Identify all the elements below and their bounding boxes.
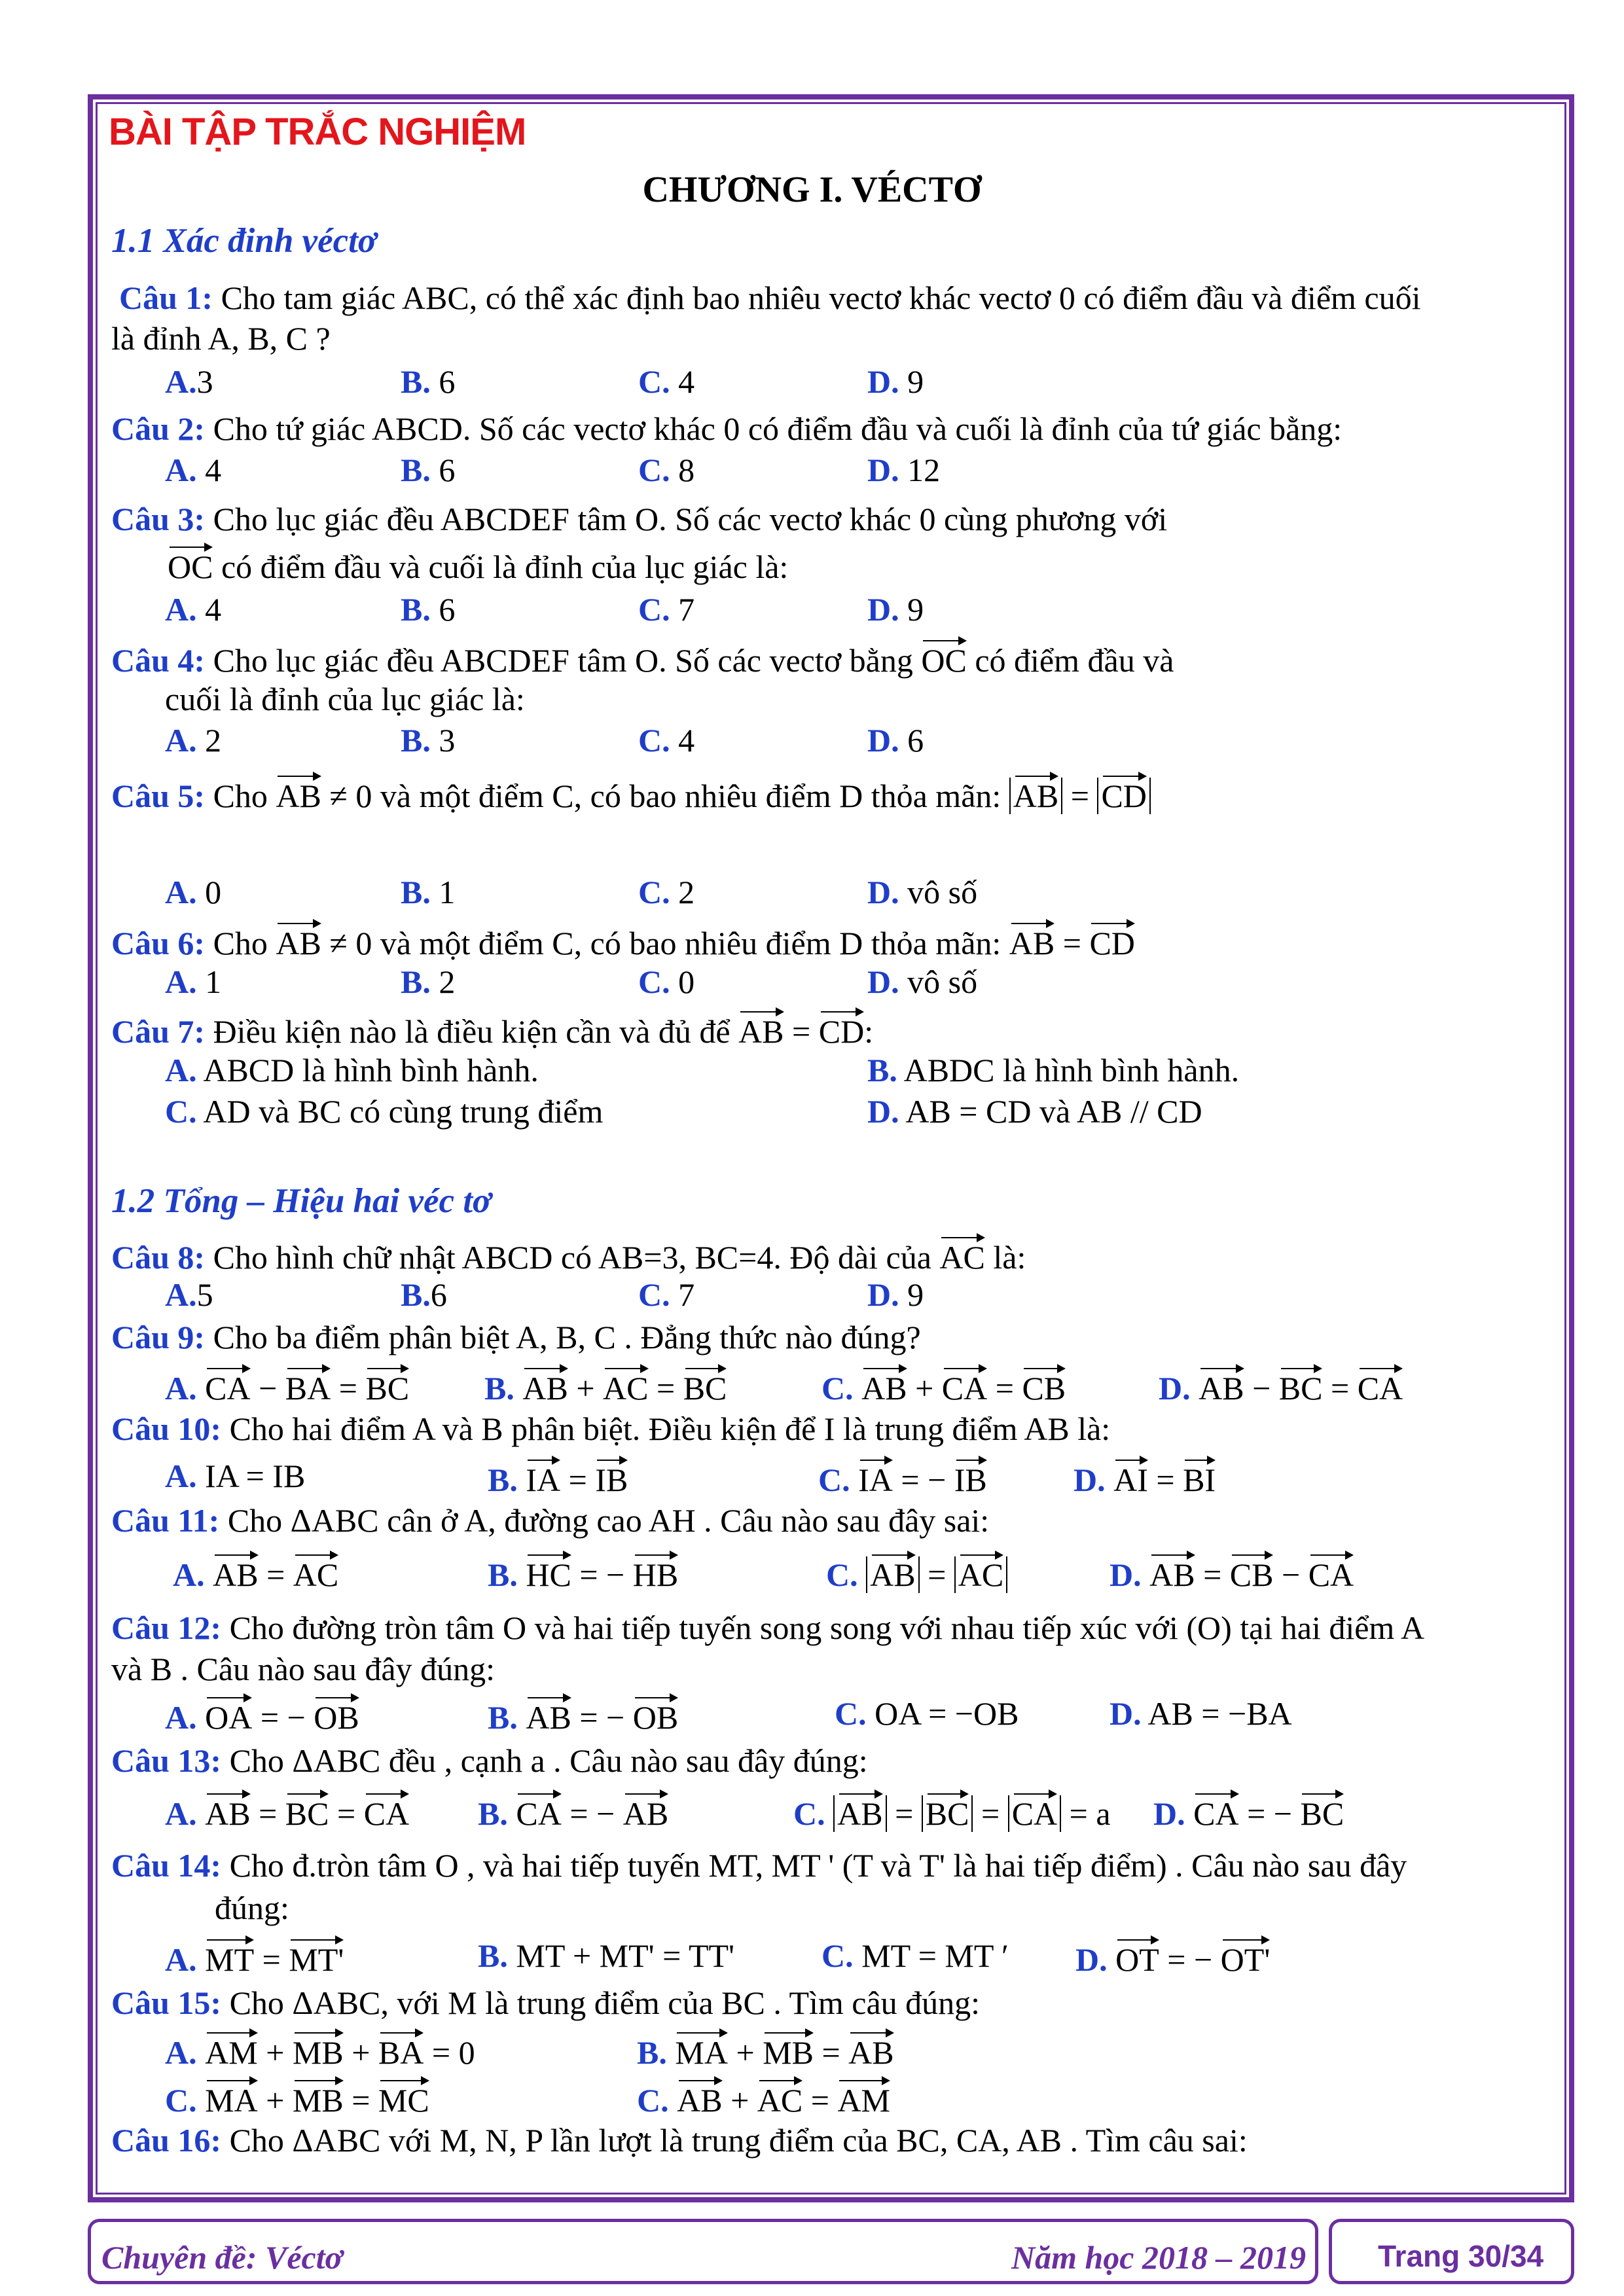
vector: BC (285, 1793, 329, 1830)
operator: = (343, 2082, 378, 2119)
vector-term (205, 1370, 250, 1407)
vector-term (1149, 1556, 1195, 1593)
vector-term (757, 2082, 803, 2119)
vector-magnitude (1008, 1795, 1061, 1832)
vector-term (205, 2082, 258, 2119)
vector: OT (1115, 1939, 1159, 1976)
option-a: A.3 (165, 363, 213, 400)
vector-term (205, 1699, 252, 1736)
option-d: D. OT = − OT' (1075, 1939, 1270, 1976)
question-2: Câu 2: Cho tứ giác ABCD. Số các vectơ khác 0 có điểm đầu và cuối là đỉnh của tứ giác bằng: (111, 410, 1343, 447)
operator: = (331, 1370, 366, 1407)
vector: AB (522, 1368, 568, 1405)
option-c: C. AD và BC có cùng trung điểm (165, 1093, 604, 1130)
option-a: A. AB = AC (173, 1554, 338, 1591)
question-14: Câu 14: Cho đ.tròn tâm O , và hai tiếp tuyến MT, MT ' (T và T' là hai tiếp điểm) . Câu nào sau đây (111, 1847, 1407, 1884)
vector: MA (205, 2080, 258, 2117)
option-d: D. 6 (867, 722, 924, 759)
operator: + (257, 2082, 293, 2119)
vector-term (314, 1699, 359, 1736)
vector-magnitude (833, 1795, 886, 1832)
vector-term (1113, 1462, 1148, 1498)
vector: OC (921, 640, 966, 677)
vector: MB (293, 2080, 344, 2117)
vector-term (675, 2034, 728, 2071)
vector: OA (205, 1697, 252, 1734)
option-a: A. MT = MT' (165, 1939, 344, 1976)
option-b: B. AB = − OB (488, 1697, 678, 1734)
vector-term (1300, 1795, 1344, 1832)
vector-term (677, 2082, 722, 2119)
vector-term (205, 1795, 250, 1832)
vector-term (1199, 1370, 1244, 1407)
operator: = (254, 1941, 289, 1978)
option-a: A.5 (165, 1276, 213, 1313)
vector-term (603, 1370, 648, 1407)
option-c: C. AB = AC (826, 1554, 1007, 1591)
vector: CA (516, 1793, 561, 1830)
vector: CA (1358, 1368, 1403, 1405)
operator: = − (1159, 1941, 1221, 1978)
operator: = (258, 1556, 293, 1593)
question-3: Câu 3: Cho lục giác đều ABCDEF tâm O. Số các vectơ khác 0 cùng phương với (111, 501, 1168, 537)
vector: CA (364, 1793, 409, 1830)
footer-topic: Chuyên đề: Véctơ (101, 2239, 343, 2276)
question-13: Câu 13: Cho ΔABC đều , cạnh a . Câu nào sau đây đúng: (111, 1742, 868, 1779)
vector-term (293, 2034, 344, 2071)
option-b: B. MA + MB = AB (637, 2032, 894, 2069)
vector: CA (205, 1368, 250, 1405)
vector-term (1279, 1370, 1323, 1407)
vector-term (848, 2034, 893, 2071)
operator: = − (561, 1795, 623, 1832)
vector-term (633, 1556, 678, 1593)
option-c: C. MT = MT ′ (821, 1937, 1009, 1974)
option-b: B. AB + AC = BC (484, 1368, 727, 1405)
vector-term (633, 1699, 678, 1736)
vector: BA (378, 2032, 424, 2069)
operator: = (250, 1795, 285, 1832)
option-a: A. 0 (165, 874, 222, 910)
vector: AM (837, 2080, 890, 2117)
question-14-cont: đúng: (215, 1890, 289, 1926)
vector-term (378, 2034, 424, 2071)
vector-term (1221, 1941, 1271, 1978)
vector: AB (861, 1368, 907, 1405)
vector: BC (1300, 1793, 1344, 1830)
vector-term (293, 1556, 338, 1593)
operator: = − (571, 1699, 633, 1736)
option-c: C. AB + CA = CB (821, 1368, 1066, 1405)
operator: = (1147, 1462, 1183, 1498)
question-8: Câu 8: Cho hình chữ nhật ABCD có AB=3, BC=4. Độ dài của AC là: (111, 1237, 1026, 1274)
vector: IA (858, 1460, 893, 1496)
option-c: C. AB = BC = CA = a (793, 1793, 1111, 1830)
chapter-title: CHƯƠNG I. VÉCTƠ (642, 170, 982, 210)
option-d: C. AB + AC = AM (637, 2080, 890, 2117)
operator: = (1195, 1556, 1230, 1593)
vector-term (378, 2082, 429, 2119)
option-c: C. 4 (638, 363, 695, 400)
option-d: D. AB = −BA (1110, 1695, 1292, 1732)
operator: + (343, 2034, 378, 2071)
vector-magnitude (866, 1556, 919, 1593)
operator: = (1322, 1370, 1358, 1407)
option-d: D. CA = − BC (1153, 1793, 1344, 1830)
vector-term (1358, 1370, 1403, 1407)
vector-term (858, 1462, 893, 1498)
vector-term (516, 1795, 561, 1832)
vector-term (1183, 1462, 1216, 1498)
vector-term (1115, 1941, 1159, 1978)
vector: AB (848, 2032, 893, 2069)
vector: CB (1230, 1554, 1274, 1591)
vector: MB (763, 2032, 814, 2069)
operator: + (722, 2082, 757, 2119)
vector-term (285, 1370, 331, 1407)
vector-term (1193, 1795, 1238, 1832)
vector-term (1308, 1556, 1354, 1593)
option-c: C. MA + MB = MC (165, 2080, 429, 2117)
option-b: B. 2 (401, 963, 456, 1000)
option-c: C. 2 (638, 874, 695, 910)
option-a: A. OA = − OB (165, 1697, 359, 1734)
banner-title: BÀI TẬP TRẮC NGHIỆM (109, 111, 526, 153)
option-a: A. CA − BA = BC (165, 1368, 409, 1405)
option-a: A. AB = BC = CA (165, 1793, 409, 1830)
operator: = 0 (424, 2034, 475, 2071)
footer-year: Năm học 2018 – 2019 (1011, 2239, 1306, 2276)
section-heading-1: 1.1 Xác đinh véctơ (111, 222, 377, 260)
vector: AB (837, 1793, 882, 1830)
question-7: Câu 7: Điều kiện nào là điều kiện cần và đủ để AB = CD: (111, 1011, 873, 1048)
vector: AC (603, 1368, 648, 1405)
vector-term (205, 2034, 258, 2071)
option-b: B. IA = IB (488, 1460, 628, 1496)
operator: = (919, 1556, 954, 1593)
operator: − (250, 1370, 285, 1407)
question-4: Câu 4: Cho lục giác đều ABCDEF tâm O. Số các vectơ bằng OC có điểm đầu và (111, 640, 1174, 677)
vector: HC (526, 1554, 571, 1591)
option-b: B. HC = − HB (488, 1554, 678, 1591)
operator: = (803, 2082, 838, 2119)
vector: BC (365, 1368, 409, 1405)
vector: CA (1193, 1793, 1238, 1830)
question-1 (119, 281, 1421, 314)
question-text: Cho tam giác ABC, có thể xác định bao nhiêu vectơ khác vectơ 0 có điểm đầu và điểm cuối (221, 279, 1421, 316)
option-c: C. 8 (638, 452, 695, 488)
operator: = − (252, 1699, 314, 1736)
section-heading-2: 1.2 Tổng – Hiệu hai véc tơ (111, 1182, 492, 1220)
option-b: B. 3 (401, 722, 456, 759)
question-6: Câu 6: Cho AB ≠ 0 và một điểm C, có bao nhiêu điểm D thỏa mãn: AB = CD (111, 923, 1135, 960)
operator: = a (1061, 1795, 1111, 1832)
vector: BA (285, 1368, 331, 1405)
question-label: Câu 1: (119, 279, 213, 316)
vector: BI (1183, 1460, 1216, 1496)
option-b: B. 6 (401, 452, 456, 488)
operator: + (727, 2034, 763, 2071)
vector: HB (633, 1554, 678, 1591)
option-c: C. IA = − IB (818, 1460, 987, 1496)
vector: CA (1308, 1554, 1354, 1591)
option-d: D. vô số (867, 874, 978, 910)
option-b: B. 6 (401, 363, 456, 400)
vector: BC (683, 1368, 727, 1405)
vector: AC (958, 1554, 1003, 1591)
vector-term (683, 1370, 727, 1407)
question-15: Câu 15: Cho ΔABC, với M là trung điểm của BC . Tìm câu đúng: (111, 1984, 981, 2021)
option-c: C. OA = −OB (835, 1695, 1019, 1732)
option-d: D. AI = BI (1074, 1460, 1216, 1496)
option-d: D. AB = CB − CA (1110, 1554, 1354, 1591)
option-a: A. 4 (165, 452, 222, 488)
option-d: D. 9 (867, 1276, 924, 1313)
option-c: C. 4 (638, 722, 695, 759)
vector: CA (1012, 1793, 1057, 1830)
question-16: Câu 16: Cho ΔABC với M, N, P lần lượt là trung điểm của BC, CA, AB . Tìm câu sai: (111, 2122, 1248, 2159)
vector: BC (1279, 1368, 1323, 1405)
question-1-cont: là đỉnh A, B, C ? (111, 320, 331, 357)
option-d: D. 12 (867, 452, 941, 488)
option-b: B. 1 (401, 874, 456, 910)
vector-term (1022, 1370, 1066, 1407)
vector: MC (378, 2080, 429, 2117)
vector: IA (526, 1460, 560, 1496)
vector: OB (314, 1697, 359, 1734)
vector: OC (168, 547, 213, 583)
option-b: B. MT + MT' = TT' (478, 1937, 735, 1974)
operator: − (1244, 1370, 1279, 1407)
vector: AB (1199, 1368, 1244, 1405)
vector: AB (213, 1554, 258, 1591)
option-a: A. 2 (165, 722, 222, 759)
vector-term (365, 1370, 409, 1407)
operator: = (987, 1370, 1022, 1407)
vector-term (1230, 1556, 1274, 1593)
vector: AB (526, 1697, 571, 1734)
option-d: D. 9 (867, 591, 924, 628)
option-d: D. 9 (867, 363, 924, 400)
operator: + (257, 2034, 293, 2071)
vector-term (205, 1941, 254, 1978)
vector: AM (205, 2032, 258, 2069)
vector-term (526, 1462, 560, 1498)
vector-term (837, 2082, 890, 2119)
operator: = (560, 1462, 596, 1498)
operator: + (907, 1370, 942, 1407)
vector: MT' (289, 1939, 344, 1976)
vector-term (954, 1462, 987, 1498)
vector: CB (1022, 1368, 1066, 1405)
option-d: D. AB = CD và AB // CD (867, 1093, 1202, 1130)
vector: IB (954, 1460, 987, 1496)
vector-term (526, 1556, 571, 1593)
question-4-cont: cuối là đỉnh của lục giác là: (165, 681, 525, 717)
vector: MA (675, 2032, 728, 2069)
vector: OB (633, 1697, 678, 1734)
option-b: B. ABDC là hình bình hành. (867, 1052, 1240, 1088)
vector-term (293, 2082, 344, 2119)
operator: = (648, 1370, 683, 1407)
vector-term (526, 1699, 571, 1736)
question-9: Câu 9: Cho ba điểm phân biệt A, B, C . Đẳng thức nào đúng? (111, 1319, 921, 1355)
vector-term (942, 1370, 987, 1407)
vector-magnitude (954, 1556, 1007, 1593)
vector: AB (677, 2080, 722, 2117)
question-10: Câu 10: Cho hai điểm A và B phân biệt. Điều kiện để I là trung điểm AB là: (111, 1410, 1111, 1447)
operator: = (329, 1795, 364, 1832)
option-a: A. 1 (165, 963, 222, 1000)
operator: = (973, 1795, 1008, 1832)
vector: AB (623, 1793, 668, 1830)
vector: AC (757, 2080, 803, 2117)
vector: AC (293, 1554, 338, 1591)
option-b: B.6 (401, 1276, 447, 1313)
vector-term (213, 1556, 258, 1593)
question-11: Câu 11: Cho ΔABC cân ở A, đường cao AH . Câu nào sau đây sai: (111, 1502, 990, 1539)
vector: AB (1149, 1554, 1195, 1591)
vector: CA (942, 1368, 987, 1405)
operator: = (886, 1795, 922, 1832)
vector-term (595, 1462, 628, 1498)
vector: AI (1113, 1460, 1148, 1496)
vector: IB (595, 1460, 628, 1496)
vector-term (522, 1370, 568, 1407)
question-12: Câu 12: Cho đường tròn tâm O và hai tiếp tuyến song song với nhau tiếp xúc với (O) tại hai điểm A (111, 1609, 1425, 1646)
page-number: Trang 30/34 (1378, 2239, 1544, 2273)
question-5: Câu 5: Cho AB ≠ 0 và một điểm C, có bao nhiêu điểm D thỏa mãn: AB = CD (111, 776, 1151, 812)
vector-term (289, 1941, 344, 1978)
option-d: D. AB − BC = CA (1159, 1368, 1403, 1405)
operator: + (568, 1370, 604, 1407)
vector: OT' (1221, 1939, 1271, 1976)
option-c: C. 7 (638, 591, 695, 628)
operator: = − (1238, 1795, 1301, 1832)
vector: AB (205, 1793, 250, 1830)
operator: = − (571, 1556, 633, 1593)
question-12-cont: và B . Câu nào sau đây đúng: (111, 1651, 496, 1687)
question-3-cont: OC có điểm đầu và cuối là đỉnh của lục giác là: (168, 547, 788, 583)
vector: AB (870, 1554, 915, 1591)
vector: MT (205, 1939, 254, 1976)
option-c: C. 0 (638, 963, 695, 1000)
option-c: C. 7 (638, 1276, 695, 1313)
option-b: B. CA = − AB (478, 1793, 668, 1830)
vector-term (763, 2034, 814, 2071)
option-b: B. 6 (401, 591, 456, 628)
option-d: D. vô số (867, 963, 978, 1000)
operator: − (1273, 1556, 1308, 1593)
operator: = − (892, 1462, 954, 1498)
vector-term (364, 1795, 409, 1832)
vector-magnitude (922, 1795, 973, 1832)
vector: MB (293, 2032, 344, 2069)
option-a: A. ABCD là hình bình hành. (165, 1052, 539, 1088)
vector: BC (926, 1793, 969, 1830)
vector-term (285, 1795, 329, 1832)
option-a: A. IA = IB (165, 1458, 306, 1494)
option-a: A. AM + MB + BA = 0 (165, 2032, 475, 2069)
vector-term (861, 1370, 907, 1407)
option-a: A. 4 (165, 591, 222, 628)
vector-term (623, 1795, 668, 1832)
operator: = (813, 2034, 849, 2071)
